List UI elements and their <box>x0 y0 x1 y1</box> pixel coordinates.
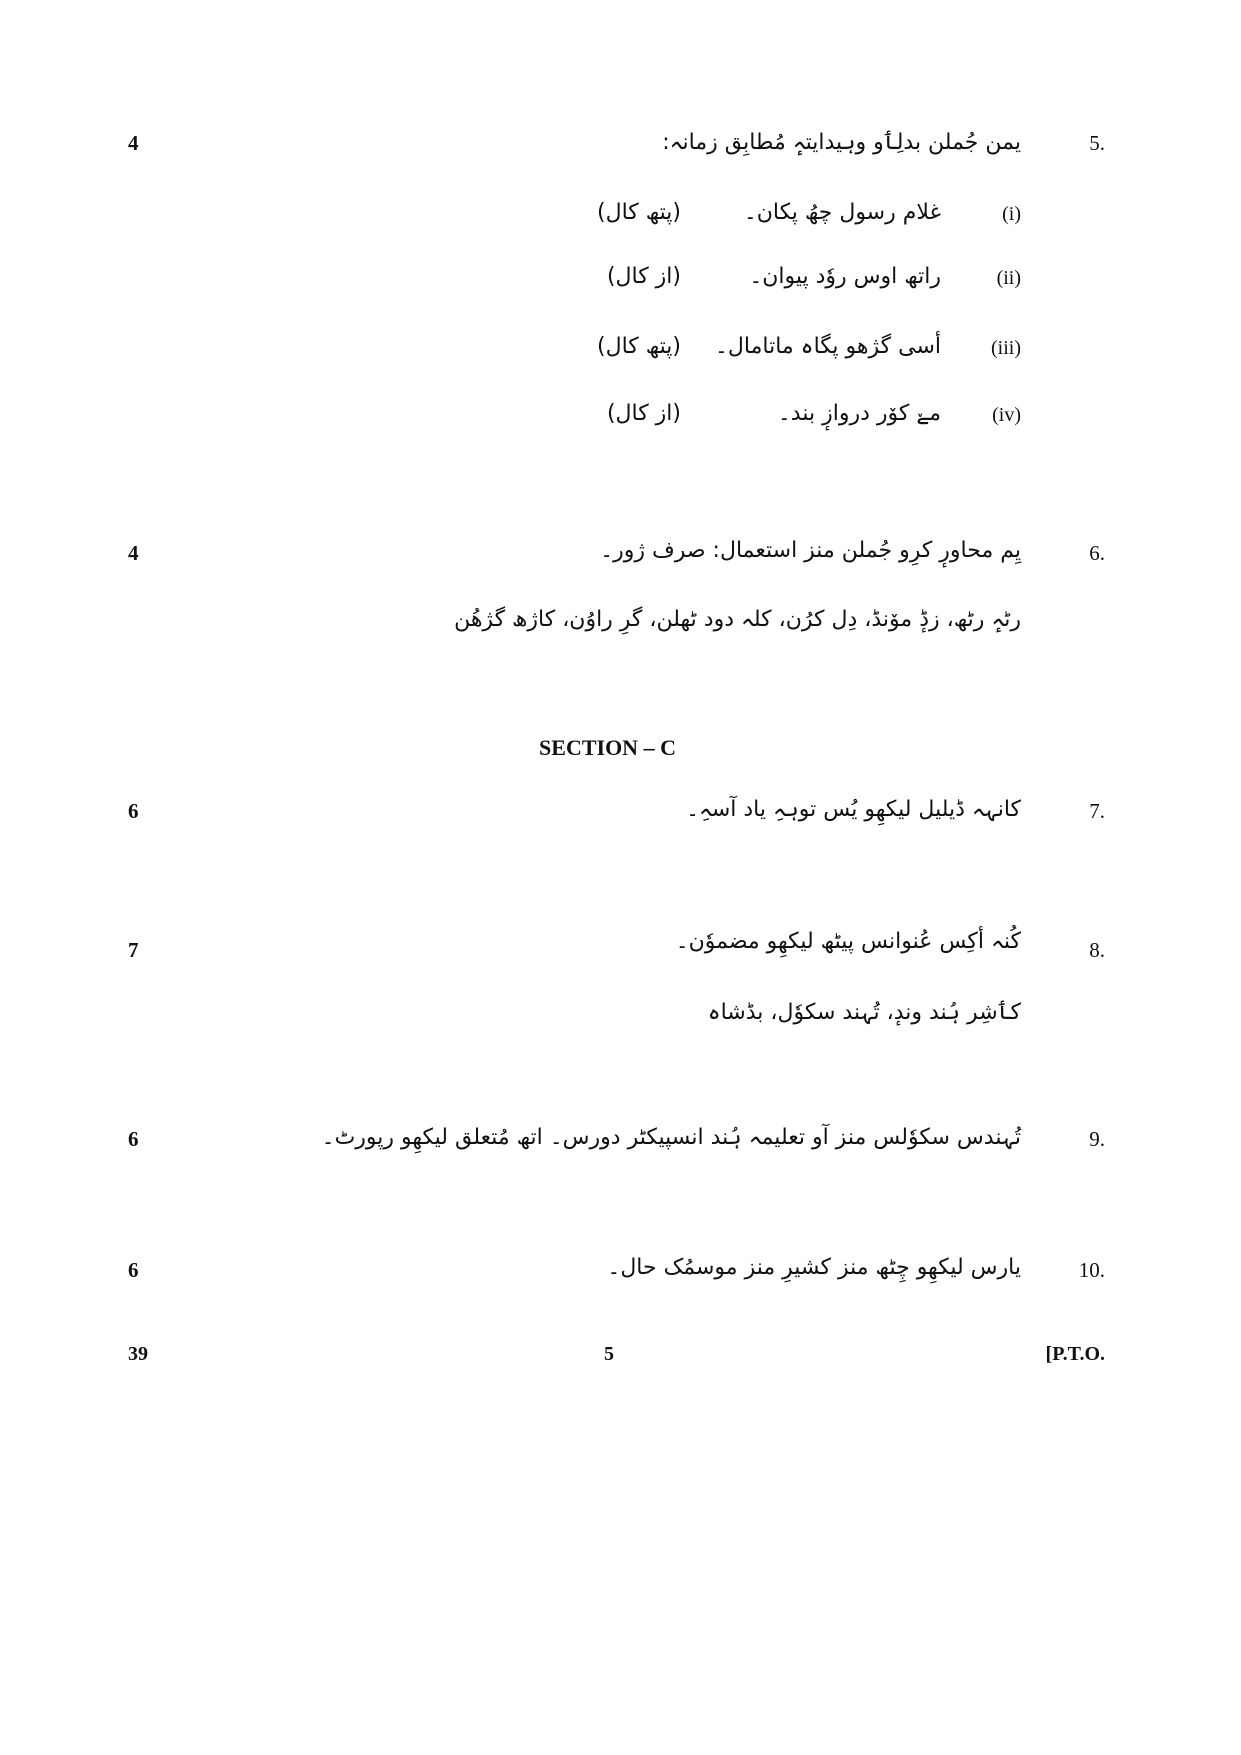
question-number-6: 6. <box>1089 541 1105 565</box>
question-number-8: 8. <box>1089 938 1105 962</box>
q5-item-1-number: (i) <box>1002 203 1021 225</box>
q5-item-2-number: (ii) <box>996 267 1021 289</box>
footer-paper-code: 39 <box>128 1343 148 1365</box>
question-number-9: 9. <box>1089 1127 1105 1151</box>
q5-item-3-number: (iii) <box>991 337 1021 359</box>
question-number-10: 10. <box>1078 1258 1105 1282</box>
q5-item-4-text: مےٚ کوٚر دروازٕ بند۔ <box>777 401 941 426</box>
marks-q5: 4 <box>128 131 139 155</box>
marks-q6: 4 <box>128 541 139 565</box>
marks-q10: 6 <box>128 1258 139 1282</box>
footer-pto: [P.T.O. <box>1045 1343 1105 1365</box>
marks-q8: 7 <box>128 938 139 962</box>
question-8-options: کٲشِر ہُند وندٕ، تُہند سکوٗل، بڈشاہ <box>707 1000 1021 1025</box>
q5-item-1-text: غلام رسول چھُ پکان۔ <box>743 200 941 225</box>
question-number-7: 7. <box>1089 799 1105 823</box>
question-6-options: رٹہٕ رٹھ، زڈٕ موٚنڈ، دِل کرُن، کلہ دود ٹھلن، گرِ راوُن، کاژھ گژھُن <box>454 607 1021 632</box>
question-6-text: یِم محاورٕ کرِو جُملن منز استعمال: صرف ژور۔ <box>600 538 1021 563</box>
q5-item-2-text: راتھ اوس روٗد پیوان۔ <box>749 264 941 289</box>
section-c-heading: SECTION – C <box>539 735 676 760</box>
q5-item-1-hint: (پتھ کال) <box>597 200 681 225</box>
footer-page-number: 5 <box>604 1343 614 1365</box>
question-number-5: 5. <box>1089 131 1105 155</box>
question-10-text: یارس لیکھِو چِٹھ منز کشیرِ منز موسمُک حال۔ <box>607 1255 1021 1280</box>
q5-item-2-hint: (از کال) <box>606 264 681 289</box>
question-7-text: کانہہ ڈیلیل لیکھِو یُس توہہِ یاد آسہِ۔ <box>686 797 1021 822</box>
marks-q7: 6 <box>128 799 139 823</box>
question-5-text: یمن جُملن بدلِٲو وہیدایتہٕ مُطابِق زمانہ: <box>662 130 1021 155</box>
marks-q9: 6 <box>128 1127 139 1151</box>
q5-item-3-hint: (پتھ کال) <box>597 334 681 359</box>
question-8-text: کُنہ أکِس عُنوانس پیٹھ لیکھِو مضموٗن۔ <box>675 929 1021 954</box>
q5-item-4-number: (iv) <box>992 404 1021 426</box>
question-9-text: تُہندس سکوٗلس منز آو تعلیمہ ہُند انسپیکٹر دورس۔ اتھ مُتعلق لیکھِو رپورٹ۔ <box>321 1125 1021 1150</box>
q5-item-4-hint: (از کال) <box>606 401 681 426</box>
q5-item-3-text: أسی گژھو پگاہ ماتامال۔ <box>715 334 941 359</box>
